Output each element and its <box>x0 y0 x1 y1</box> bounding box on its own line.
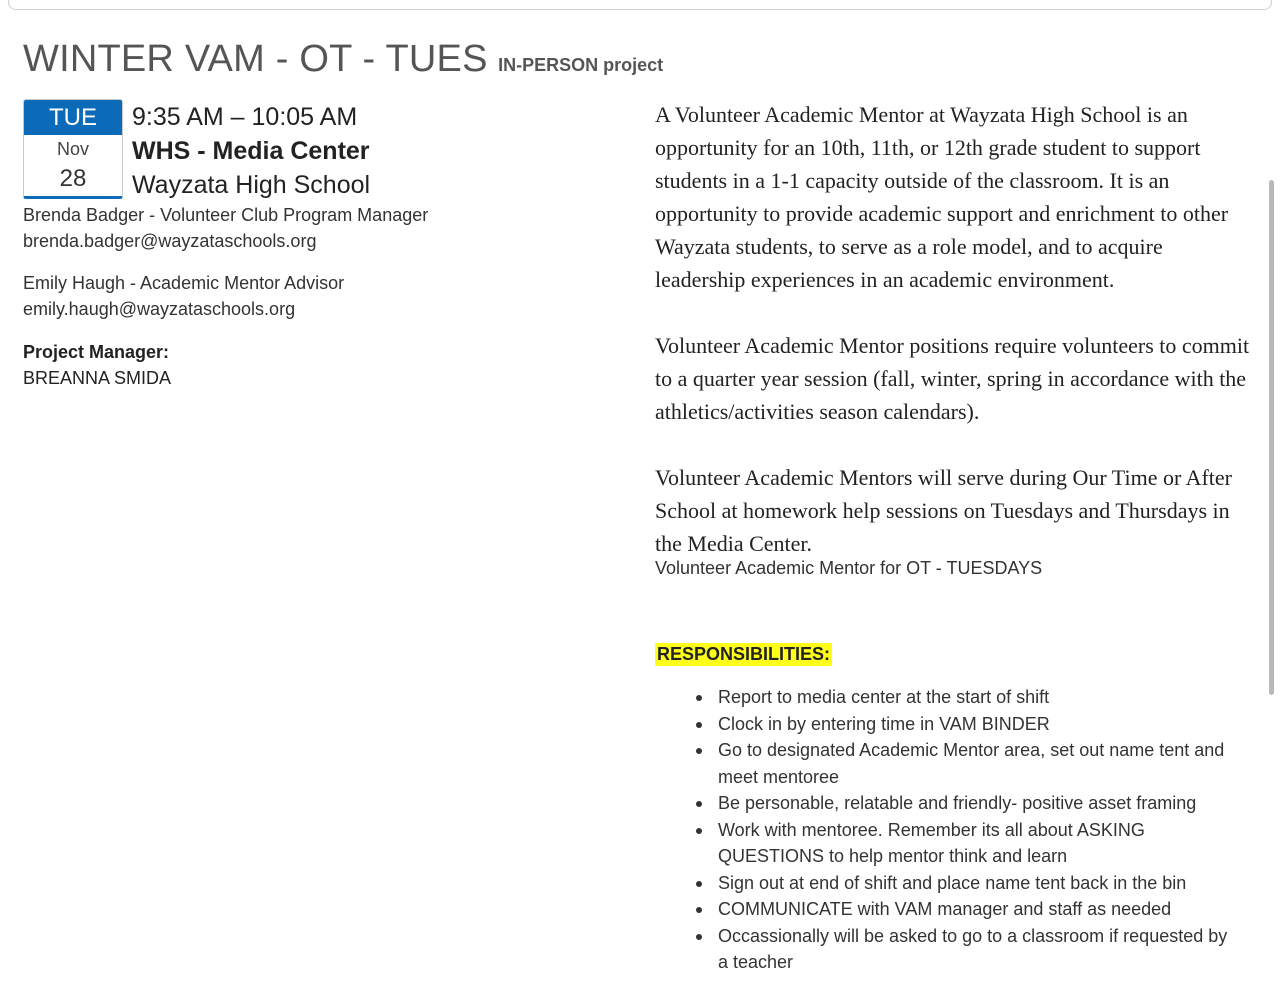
shift-location: WHS - Media Center <box>132 137 370 165</box>
list-item: Sign out at end of shift and place name tent back in the bin <box>718 870 1238 897</box>
contact-name: Brenda Badger - Volunteer Club Program Manager <box>23 205 429 225</box>
date-badge <box>23 99 123 199</box>
contact-card <box>23 270 344 322</box>
description-subnote: Volunteer Academic Mentor for OT - TUESDAYS <box>655 558 1043 578</box>
project-type-tag: IN-PERSON project <box>498 55 664 75</box>
project-manager-label: Project Manager: <box>23 342 170 362</box>
list-item: Report to media center at the start of shift <box>718 684 1238 711</box>
top-card <box>8 0 1272 10</box>
description-paragraph: Volunteer Academic Mentors will serve during Our Time or After School at homework help sessions on Tuesdays and Thursdays in the Media Center. <box>655 465 1232 556</box>
list-item: COMMUNICATE with VAM manager and staff as needed <box>718 896 1238 923</box>
responsibilities-heading: RESPONSIBILITIES: <box>657 644 831 664</box>
list-item: Be personable, relatable and friendly- positive asset framing <box>718 790 1238 817</box>
project-manager <box>23 339 171 391</box>
project-header <box>23 38 663 81</box>
list-item: Work with mentoree. Remember its all about ASKING QUESTIONS to help mentor think and learn <box>718 817 1238 870</box>
contact-email[interactable]: brenda.badger@wayzataschools.org <box>23 231 317 251</box>
scrollbar[interactable] <box>1269 180 1274 695</box>
shift-time: 9:35 AM – 10:05 AM <box>132 103 358 131</box>
list-item: Go to designated Academic Mentor area, set out name tent and meet mentoree <box>718 737 1238 790</box>
project-description <box>655 98 1255 560</box>
list-item: Clock in by entering time in VAM BINDER <box>718 711 1238 738</box>
list-item: Occassionally will be asked to go to a classroom if requested by a teacher <box>718 923 1238 976</box>
contact-name: Emily Haugh - Academic Mentor Advisor <box>23 273 345 293</box>
responsibilities-list <box>718 684 1238 976</box>
contact-card <box>23 202 428 254</box>
description-paragraph: Volunteer Academic Mentor positions require volunteers to commit to a quarter year session (fall, winter, spring in accordance with the athletics/activities season calendars). <box>655 333 1250 424</box>
date-day-of-week: TUE <box>24 100 122 135</box>
shift-school: Wayzata High School <box>132 171 371 199</box>
project-manager-name: BREANNA SMIDA <box>23 368 172 388</box>
project-title: WINTER VAM - OT - TUES <box>23 38 488 80</box>
contact-email[interactable]: emily.haugh@wayzataschools.org <box>23 299 296 319</box>
date-day: 28 <box>59 165 87 192</box>
description-paragraph: A Volunteer Academic Mentor at Wayzata High School is an opportunity for an 10th, 11th, or 12th grade student to support students in a 1-1 capacity outside of the classroom. It is an opportunity to provide academic support and enrichment to other Wayzata students, to serve as a role model, and to acquire leadership experiences in an academic environment. <box>655 102 1229 292</box>
date-month: Nov <box>56 139 89 159</box>
